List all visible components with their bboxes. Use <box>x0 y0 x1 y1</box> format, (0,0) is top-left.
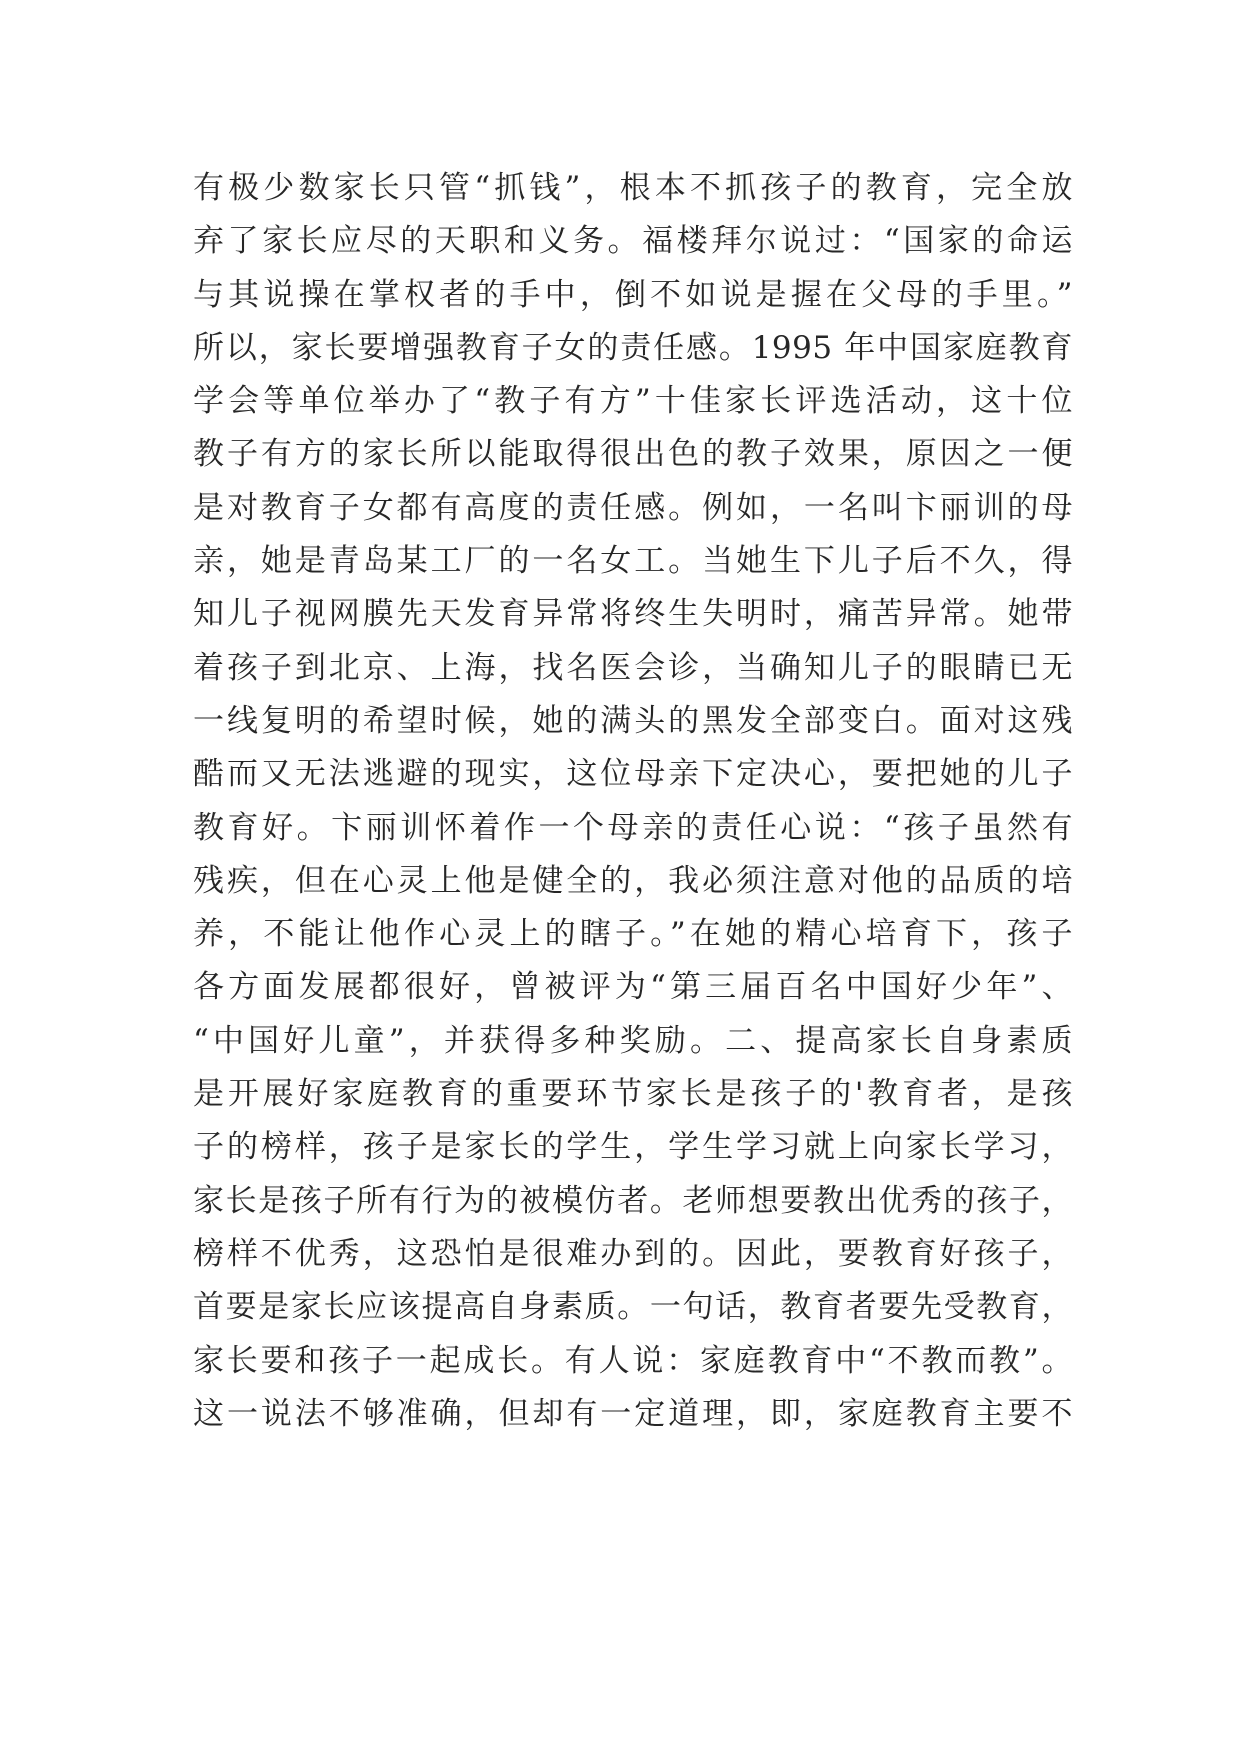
text-line: 弃了家长应尽的天职和义务。福楼拜尔说过：“国家的命运 <box>193 223 1073 260</box>
text-line: 是开展好家庭教育的重要环节家长是孩子的'教育者，是孩 <box>193 1076 1073 1113</box>
text-line: 子的榜样，孩子是家长的学生，学生学习就上向家长学习， <box>193 1129 1073 1166</box>
text-line: 家长要和孩子一起成长。有人说：家庭教育中“不教而教”。 <box>193 1342 1073 1379</box>
text-line: 酷而又无法逃避的现实，这位母亲下定决心，要把她的儿子 <box>193 756 1073 793</box>
text-line: 学会等单位举办了“教子有方”十佳家长评选活动，这十位 <box>193 383 1073 420</box>
text-line: 养，不能让他作心灵上的瞎子。”在她的精心培育下，孩子 <box>193 916 1073 953</box>
text-line: 首要是家长应该提高自身素质。一句话，教育者要先受教育， <box>193 1289 1073 1326</box>
text-line: 着孩子到北京、上海，找名医会诊，当确知儿子的眼睛已无 <box>193 649 1073 686</box>
text-line: 知儿子视网膜先天发育异常将终生失明时，痛苦异常。她带 <box>193 596 1073 633</box>
body-text <box>193 162 1073 1441</box>
text-line: 残疾，但在心灵上他是健全的，我必须注意对他的品质的培 <box>193 862 1073 899</box>
text-line: 所以，家长要增强教育子女的责任感。1995 年中国家庭教育 <box>193 329 1073 366</box>
text-line: 亲，她是青岛某工厂的一名女工。当她生下儿子后不久，得 <box>193 543 1073 580</box>
text-line: 各方面发展都很好，曾被评为“第三届百名中国好少年”、 <box>193 969 1073 1006</box>
text-line: 与其说操在掌权者的手中，倒不如说是握在父母的手里。” <box>193 276 1073 313</box>
text-line: 教子有方的家长所以能取得很出色的教子效果，原因之一便 <box>193 436 1073 473</box>
text-line: 是对教育子女都有高度的责任感。例如，一名叫卞丽训的母 <box>193 489 1073 526</box>
text-line: “中国好儿童”，并获得多种奖励。二、提高家长自身素质 <box>193 1022 1073 1059</box>
text-line: 家长是孩子所有行为的被模仿者。老师想要教出优秀的孩子， <box>193 1182 1073 1219</box>
text-line: 一线复明的希望时候，她的满头的黑发全部变白。面对这残 <box>193 702 1073 739</box>
text-line: 榜样不优秀，这恐怕是很难办到的。因此，要教育好孩子， <box>193 1235 1073 1272</box>
text-line: 有极少数家长只管“抓钱”，根本不抓孩子的教育，完全放 <box>193 170 1073 206</box>
text-line: 教育好。卞丽训怀着作一个母亲的责任心说：“孩子虽然有 <box>193 809 1073 846</box>
text-line: 这一说法不够准确，但却有一定道理，即，家庭教育主要不 <box>193 1395 1073 1432</box>
